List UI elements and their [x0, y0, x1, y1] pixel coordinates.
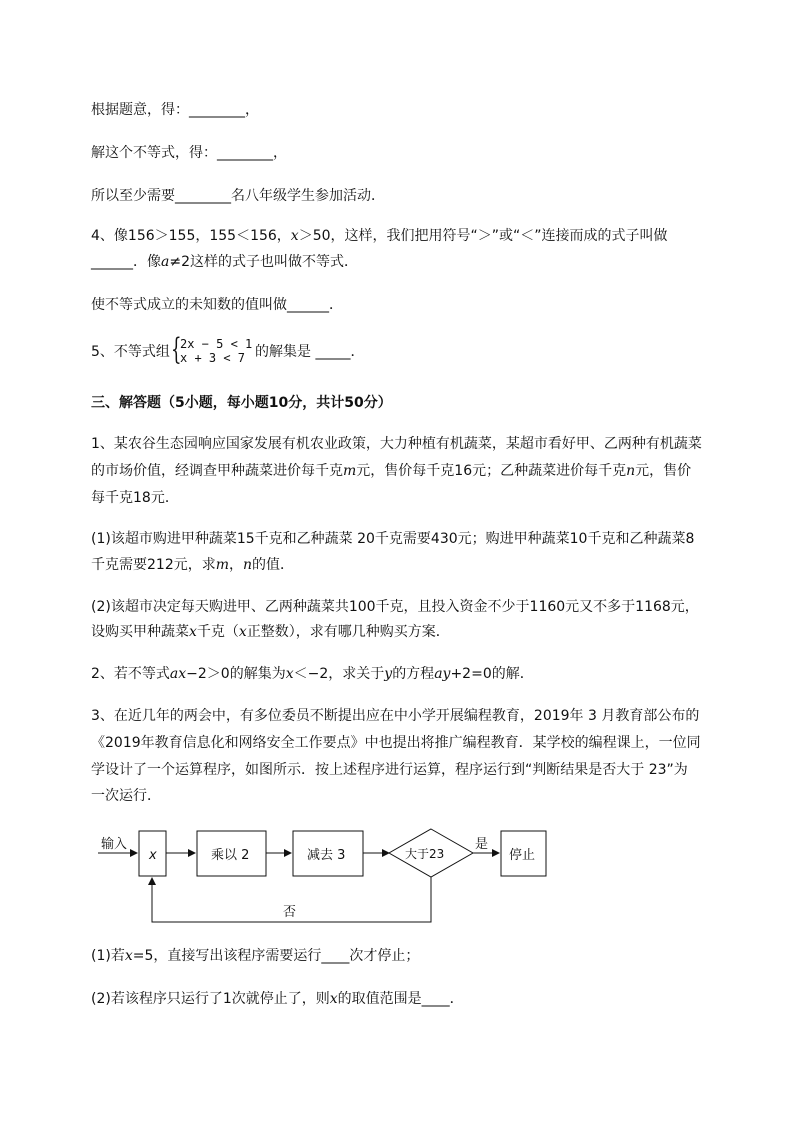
problem-1-part-1-line-1: (1)该超市购进甲种蔬菜15千克和乙种蔬菜 20千克需要430元；购进甲种蔬菜10千克和乙种蔬菜8: [91, 531, 695, 547]
flow-no-label: 否: [283, 905, 297, 920]
problem-3-line-3: 学设计了一个运算程序，如图所示．按上述程序进行运算，程序运行到“判断结果是否大于 23”为: [91, 762, 688, 778]
question-5-suffix: 的解集是 _____．: [255, 344, 365, 360]
problem-3-part-1: (1)若x=5，直接写出该程序需要运行____次才停止；: [91, 948, 420, 964]
flow-stop-label: 停止: [509, 848, 536, 863]
section-3-title: 三、解答题（5小题，每小题10分，共计50分）: [91, 395, 392, 411]
question-4-line-3: 使不等式成立的未知数的值叫做______．: [91, 297, 343, 313]
inequality-2: x + 3 < 7: [180, 351, 246, 365]
brace-icon: {: [171, 332, 182, 367]
question-5-prefix: 5、不等式组: [91, 344, 170, 360]
answer-line-3: 所以至少需要________名八年级学生参加活动．: [91, 188, 385, 204]
answer-line-2: 解这个不等式，得：________，: [91, 145, 287, 161]
answer-line-1: 根据题意，得：________，: [91, 102, 259, 118]
flow-multiply-label: 乘以 2: [211, 848, 250, 863]
flow-decision-label: 大于23: [405, 847, 445, 861]
problem-2: 2、若不等式ax−2＞0的解集为x＜−2，求关于y的方程ay+2=0的解．: [91, 666, 534, 682]
problem-1-part-2-line-2: 设购买甲种蔬菜x千克（x正整数），求有哪几种购买方案．: [91, 624, 450, 640]
problem-1-part-2-line-1: (2)该超市决定每天购进甲、乙两种蔬菜共100千克，且投入资金不少于1160元又不多于1168元，: [91, 599, 699, 615]
question-4-line-1: 4、像156＞155，155＜156，x＞50，这样，我们把用符号“＞”或“＜”连接而成的式子叫做: [91, 228, 668, 244]
problem-3-line-4: 一次运行．: [91, 788, 161, 804]
flow-input-label: 输入: [101, 837, 128, 852]
flow-subtract-label: 减去 3: [307, 848, 346, 863]
problem-3-line-2: 《2019年教育信息化和网络安全工作要点》中也提出将推广编程教育．某学校的编程课上，一位同: [91, 735, 701, 751]
problem-1-line-1: 1、某农谷生态园响应国家发展有机农业政策，大力种植有机蔬菜，某超市看好甲、乙两种有机蔬菜: [91, 436, 702, 452]
flow-x-label: x: [149, 848, 157, 863]
inequality-1: 2x − 5 < 1: [180, 337, 253, 351]
problem-1-line-3: 每千克18元．: [91, 490, 179, 506]
problem-3-line-1: 3、在近几年的两会中，有多位委员不断提出应在中小学开展编程教育，2019年 3 月教育部公布的: [91, 708, 700, 724]
flow-yes-label: 是: [475, 837, 489, 852]
problem-1-part-1-line-2: 千克需要212元，求m，n的值．: [91, 557, 295, 573]
problem-3-part-2: (2)若该程序只运行了1次就停止了，则x的取值范围是____．: [91, 991, 464, 1007]
problem-1-line-2: 的市场价值，经调查甲种蔬菜进价每千克m元，售价每千克16元；乙种蔬菜进价每千克n元，售价: [91, 463, 692, 479]
question-4-line-2: ______．像a≠2这样的式子也叫做不等式．: [91, 254, 358, 270]
